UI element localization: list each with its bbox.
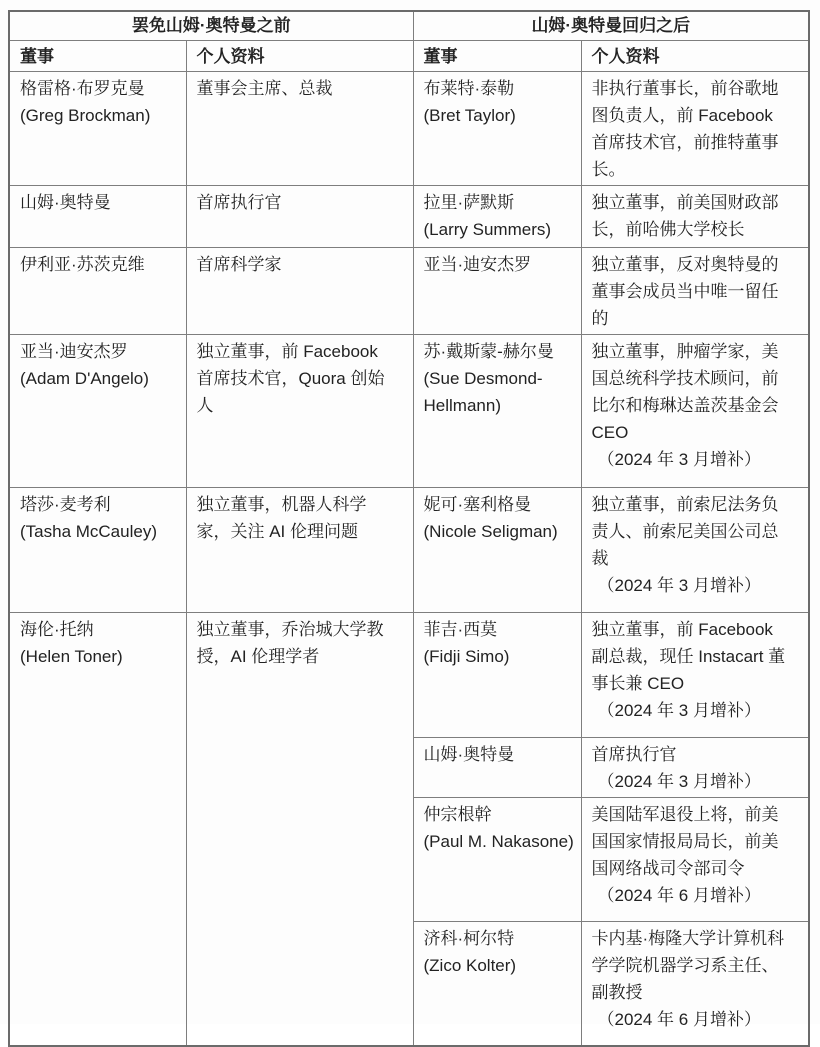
profile-note: （2024 年 3 月增补） [597,576,761,595]
director-name: 妮可·塞利格曼 [423,495,532,514]
profile-note: （2024 年 6 月增补） [597,886,761,905]
table-row [9,613,809,738]
director-name: 伊利亚·苏茨克维 [20,255,145,274]
director-latin-name: (Fidji Simo) [423,647,510,666]
profile-cell [186,186,413,248]
profile-text: 首席执行官 [196,193,282,212]
profile-note: （2024 年 6 月增补） [597,1010,761,1029]
director-name: 亚当·迪安杰罗 [423,255,532,274]
director-cell [413,613,581,738]
director-cell [413,186,581,248]
profile-text: 首席执行官 [591,745,677,764]
director-name: 亚当·迪安杰罗 [20,342,128,361]
director-cell [9,488,186,613]
director-latin-name: (Paul M. Nakasone) [423,832,574,851]
director-cell [413,72,581,186]
profile-cell [581,72,809,186]
director-name: 格雷格·布罗克曼 [20,79,145,98]
profile-text: 独立董事，反对奥特曼的董事会成员当中唯一留任的 [591,255,779,328]
after-director-column-header: 董事 [413,41,581,72]
director-cell [413,488,581,613]
profile-cell [581,488,809,613]
director-name: 拉里·萨默斯 [423,193,515,212]
after-section-title: 山姆·奥特曼回归之后 [413,11,809,41]
profile-cell [186,335,413,488]
profile-cell [186,72,413,186]
director-latin-name: (Larry Summers) [423,220,552,239]
board-comparison-table [8,10,810,1047]
profile-text: 独立董事，机器人科学家，关注 AI 伦理问题 [196,495,367,541]
profile-cell-merged [186,613,413,1046]
profile-text: 独立董事，前 Facebook 首席技术官，Quora 创始人 [196,342,385,415]
director-cell [9,335,186,488]
director-cell [413,738,581,798]
director-cell [413,798,581,922]
director-latin-name: (Tasha McCauley) [20,522,157,541]
director-latin-name: (Helen Toner) [20,647,123,666]
table-row [9,72,809,186]
director-cell [413,335,581,488]
table-row [9,186,809,248]
profile-note: （2024 年 3 月增补） [597,772,761,791]
profile-cell [581,186,809,248]
profile-cell [581,738,809,798]
director-latin-name: (Greg Brockman) [20,106,151,125]
profile-cell [581,248,809,335]
profile-cell [581,335,809,488]
director-name: 塔莎·麦考利 [20,495,111,514]
director-name: 仲宗根幹 [423,805,492,824]
profile-note: （2024 年 3 月增补） [597,450,761,469]
director-cell [413,248,581,335]
director-latin-name: (Nicole Seligman) [423,522,558,541]
director-latin-name: (Adam D'Angelo) [20,369,149,388]
director-name: 济科·柯尔特 [423,929,515,948]
after-profile-column-header: 个人资料 [581,41,809,72]
profile-text: 独立董事，前美国财政部长，前哈佛大学校长 [591,193,779,239]
director-cell-merged [9,613,186,1046]
table-row [9,335,809,488]
director-name: 山姆·奥特曼 [20,193,111,212]
director-cell [9,72,186,186]
profile-text: 独立董事，乔治城大学教授，AI 伦理学者 [196,620,384,666]
before-director-column-header: 董事 [9,41,186,72]
profile-text: 卡内基·梅隆大学计算机科学学院机器学习系主任、副教授 [591,929,785,1002]
profile-text: 非执行董事长，前谷歌地图负责人，前 Facebook 首席技术官，前推特董事长。 [591,79,779,179]
profile-note: （2024 年 3 月增补） [597,701,761,720]
profile-text: 美国陆军退役上将，前美国国家情报局局长，前美国网络战司令部司令 [591,805,779,878]
director-name: 海伦·托纳 [20,620,94,639]
profile-cell [581,613,809,738]
profile-text: 独立董事，肿瘤学家，美国总统科学技术顾问，前比尔和梅琳达盖茨基金会 CEO [591,342,779,442]
director-name: 苏·戴斯蒙-赫尔曼 [423,342,554,361]
director-cell [9,186,186,248]
column-header-row [9,41,809,72]
director-cell [9,248,186,335]
profile-text: 独立董事，前 Facebook 副总裁，现任 Instacart 董事长兼 CEO [591,620,786,693]
profile-text: 董事会主席、总裁 [196,79,333,98]
before-section-title: 罢免山姆·奥特曼之前 [9,11,413,41]
profile-cell [186,248,413,335]
director-latin-name: (Sue Desmond-Hellmann) [423,369,543,415]
profile-text: 首席科学家 [196,255,282,274]
profile-text: 独立董事，前索尼法务负责人、前索尼美国公司总裁 [591,495,779,568]
before-profile-column-header: 个人资料 [186,41,413,72]
director-name: 布莱特·泰勒 [423,79,515,98]
director-name: 菲吉·西莫 [423,620,498,639]
profile-cell [186,488,413,613]
table-row [9,488,809,613]
director-cell [413,922,581,1046]
director-name: 山姆·奥特曼 [423,745,515,764]
profile-cell [581,922,809,1046]
director-latin-name: (Zico Kolter) [423,956,517,975]
table-row [9,248,809,335]
director-latin-name: (Bret Taylor) [423,106,516,125]
section-title-row [9,11,809,41]
profile-cell [581,798,809,922]
